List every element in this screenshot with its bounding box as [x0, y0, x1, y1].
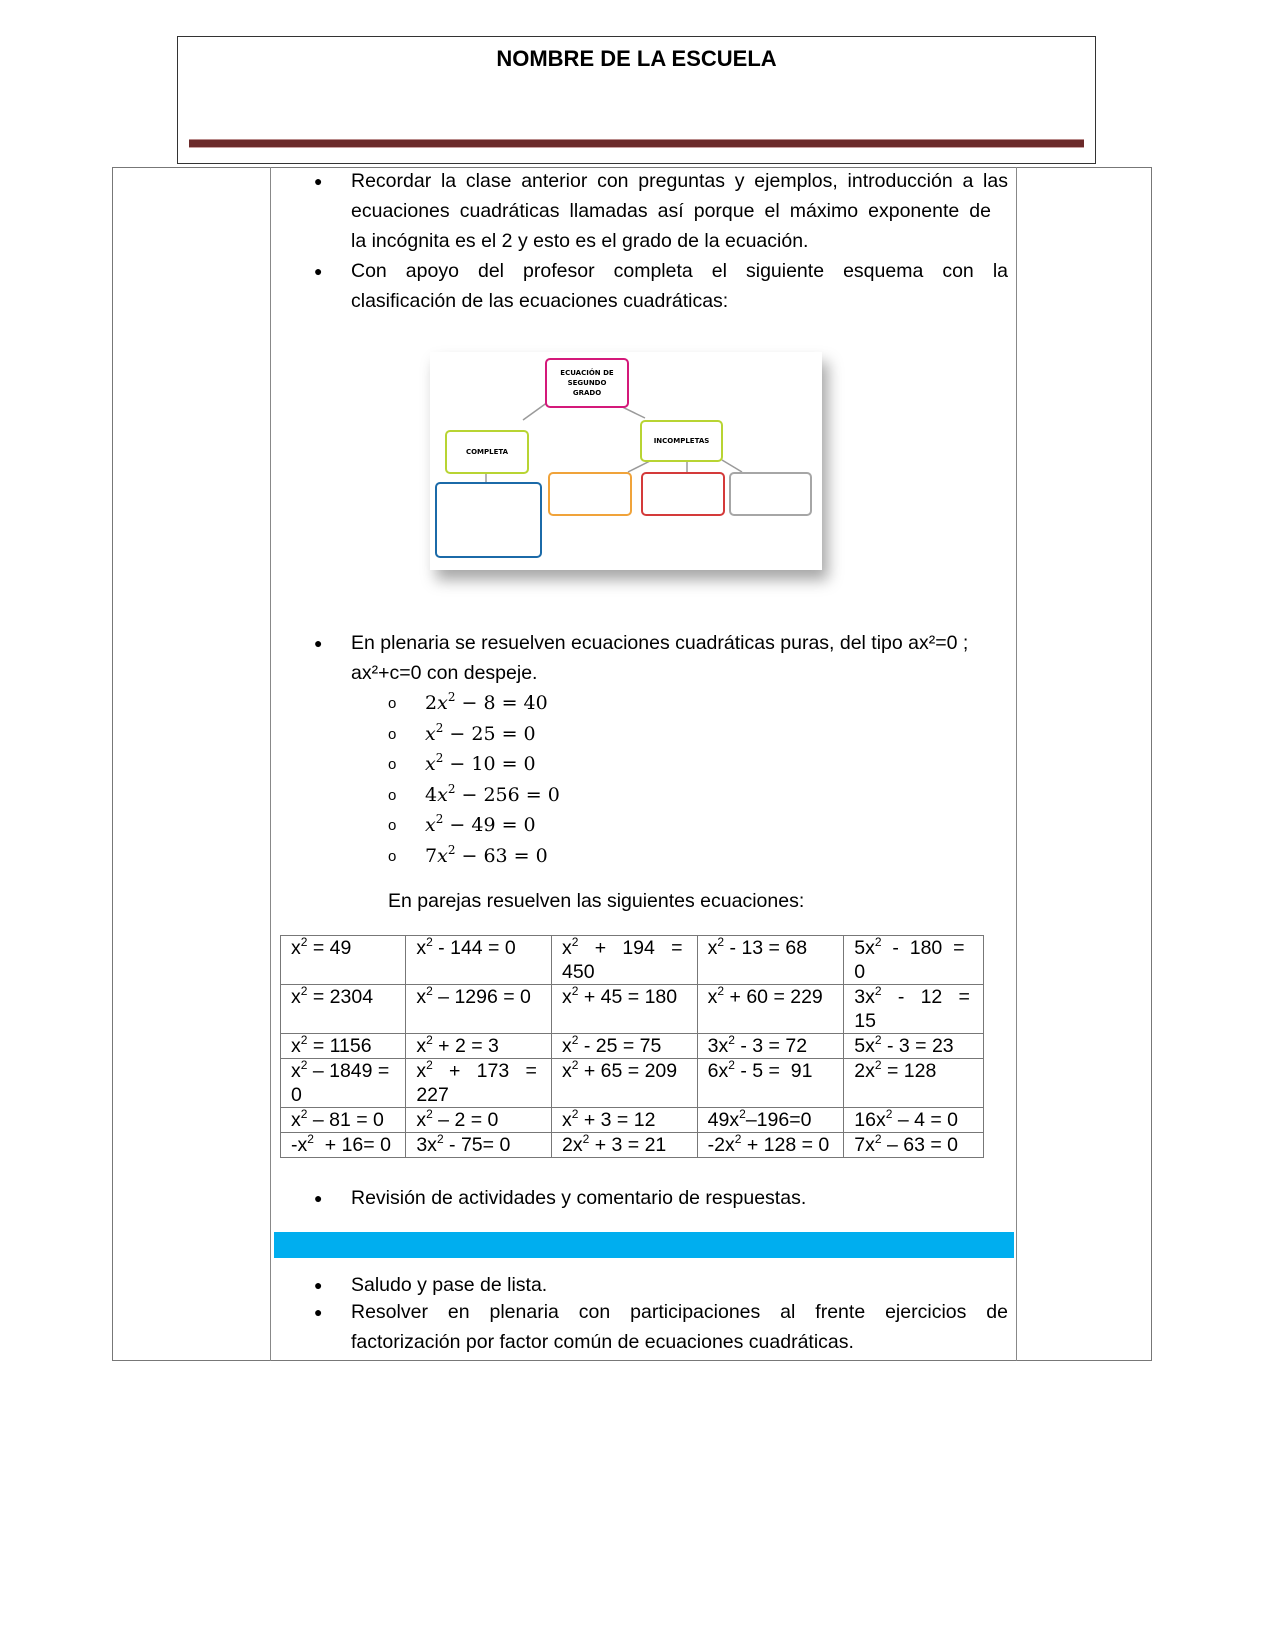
equation-cell: $2x^2 = 128$ [844, 1059, 984, 1108]
bullet-text-line: Saludo y pase de lista. [351, 1274, 548, 1296]
equation-text: $x^2 - 10 = 0$ [425, 751, 536, 775]
session-separator-bar [274, 1232, 1014, 1258]
table-row [281, 985, 984, 1034]
table-row [281, 1108, 984, 1133]
diagram-node-completa: COMPLETA [445, 430, 529, 474]
bullet-text-line: clasificación de las ecuaciones cuadráticas: [351, 290, 729, 312]
diagram-empty-box-incompleta-1[interactable] [548, 472, 632, 516]
equation-cell: $6x^2 - 5 = 91$ [697, 1059, 844, 1108]
diagram-empty-box-completa[interactable] [435, 482, 542, 558]
bullet-text-line: ax²+c=0 con despeje. [351, 662, 538, 684]
table-column-divider [270, 167, 271, 1361]
equation-cell: $x^2 + 60 = 229$ [697, 985, 844, 1034]
bullet-text-line: En plenaria se resuelven ecuaciones cuadráticas puras, del tipo ax²=0 ; [351, 632, 969, 654]
bullet-text-line: la incógnita es el 2 y esto es el grado de la ecuación. [351, 230, 809, 252]
table-row [281, 1034, 984, 1059]
sub-bullet-icon: o [388, 847, 397, 865]
equation-cell: $-x^2 + 16= 0$ [281, 1133, 406, 1158]
school-header [177, 36, 1096, 164]
equation-grid [280, 935, 984, 1158]
equation-cell: $5x^2 - 180$ = 0 [844, 936, 984, 985]
equation-cell: $x^2 - 81 = 0$ [281, 1108, 406, 1133]
bullet-text-line: Recordar la clase anterior con preguntas y ejemplos, introducción a las [351, 170, 1008, 192]
bullet-text-line: ecuaciones cuadráticas llamadas así porque el máximo exponente de [351, 200, 991, 222]
equation-cell: $49x^2-196=0$ [697, 1108, 844, 1133]
bullet-icon: ● [314, 263, 323, 279]
header-divider-bar [189, 139, 1084, 148]
equation-cell: $x^2 + 3 = 12$ [552, 1108, 698, 1133]
table-row [281, 1059, 984, 1108]
equation-cell: $3x^2 - 3 = 72$ [697, 1034, 844, 1059]
connector-line [722, 460, 742, 472]
equation-cell: $x^2 - 1849$ = 0 [281, 1059, 406, 1108]
equation-list-item [385, 688, 685, 719]
equation-list-item [385, 719, 685, 750]
bullet-icon: ● [314, 1190, 323, 1206]
equation-cell: $x^2 = 1156$ [281, 1034, 406, 1059]
equation-cell: $16x^2 - 4 = 0$ [844, 1108, 984, 1133]
bullet-icon: ● [314, 1304, 323, 1320]
table-row [281, 1133, 984, 1158]
sub-bullet-icon: o [388, 695, 397, 712]
equation-text: $x^2 - 49 = 0$ [425, 812, 536, 836]
equation-cell: $x^2 + 45 = 180$ [552, 985, 698, 1034]
equation-list [385, 688, 685, 871]
equation-cell: $x^2 + 2 = 3$ [406, 1034, 552, 1059]
diagram-node-root: ECUACIÓN DE SEGUNDO GRADO [545, 358, 629, 408]
bullet-text-line: Con apoyo del profesor completa el siguiente esquema con la [351, 260, 1008, 282]
equation-cell: $x^2 - 25 = 75$ [552, 1034, 698, 1059]
equation-cell: $-2x^2 + 128 = 0$ [697, 1133, 844, 1158]
equation-list-item [385, 780, 685, 811]
equation-cell: $5x^2 - 3 = 23$ [844, 1034, 984, 1059]
equation-cell: $x^2 - 144 = 0$ [406, 936, 552, 985]
equation-cell: $x^2 - 2 = 0$ [406, 1108, 552, 1133]
equation-cell: $x^2 - 1296 = 0$ [406, 985, 552, 1034]
bullet-icon: ● [314, 173, 323, 189]
equation-cell: $x^2 + 173$ = 227 [406, 1059, 552, 1108]
sub-bullet-icon: o [388, 786, 397, 804]
sub-bullet-icon: o [388, 756, 397, 773]
bullet-text-line: factorización por factor común de ecuaciones cuadráticas. [351, 1331, 854, 1353]
table-column-divider [1016, 167, 1017, 1361]
equation-text: $2x^2 - 8 = 40$ [425, 690, 548, 714]
equation-cell: $x^2 = 2304$ [281, 985, 406, 1034]
sub-bullet-icon: o [388, 817, 397, 834]
equation-list-item [385, 810, 685, 841]
diagram-node-incompletas: INCOMPLETAS [640, 420, 723, 462]
bullet-icon: ● [314, 1277, 323, 1293]
equation-list-item [385, 841, 685, 872]
diagram-empty-box-incompleta-2[interactable] [641, 472, 725, 516]
sub-bullet-icon: o [388, 725, 397, 743]
diagram-empty-box-incompleta-3[interactable] [729, 472, 812, 516]
bullet-text-line: Resolver en plenaria con participaciones al frente ejercicios de [351, 1301, 1008, 1323]
school-name: NOMBRE DE LA ESCUELA [496, 46, 777, 71]
equation-cell: $7x^2 - 63 = 0$ [844, 1133, 984, 1158]
equation-cell: $x^2 + 194$ = 450 [552, 936, 698, 985]
equation-cell: $3x^2 - 12$ = 15 [844, 985, 984, 1034]
connector-line [523, 402, 548, 420]
bullet-text-line: Revisión de actividades y comentario de respuestas. [351, 1187, 807, 1209]
equation-cell: $2x^2 + 3 = 21$ [552, 1133, 698, 1158]
bullet-icon: ● [314, 635, 323, 651]
equation-cell: $x^2 + 65 = 209$ [552, 1059, 698, 1108]
equation-text: $7x^2 - 63 = 0$ [425, 842, 548, 867]
table-row [281, 936, 984, 985]
equation-cell: $3x^2 - 75= 0$ [406, 1133, 552, 1158]
equation-text: $x^2 - 25 = 0$ [425, 720, 536, 745]
classification-diagram [430, 352, 822, 570]
pairs-heading: En parejas resuelven las siguientes ecuaciones: [388, 890, 805, 912]
equation-cell: $x^2 = 49$ [281, 936, 406, 985]
equation-text: $4x^2 - 256 = 0$ [425, 781, 560, 806]
equation-cell: $x^2 - 13 = 68$ [697, 936, 844, 985]
equation-list-item [385, 749, 685, 780]
